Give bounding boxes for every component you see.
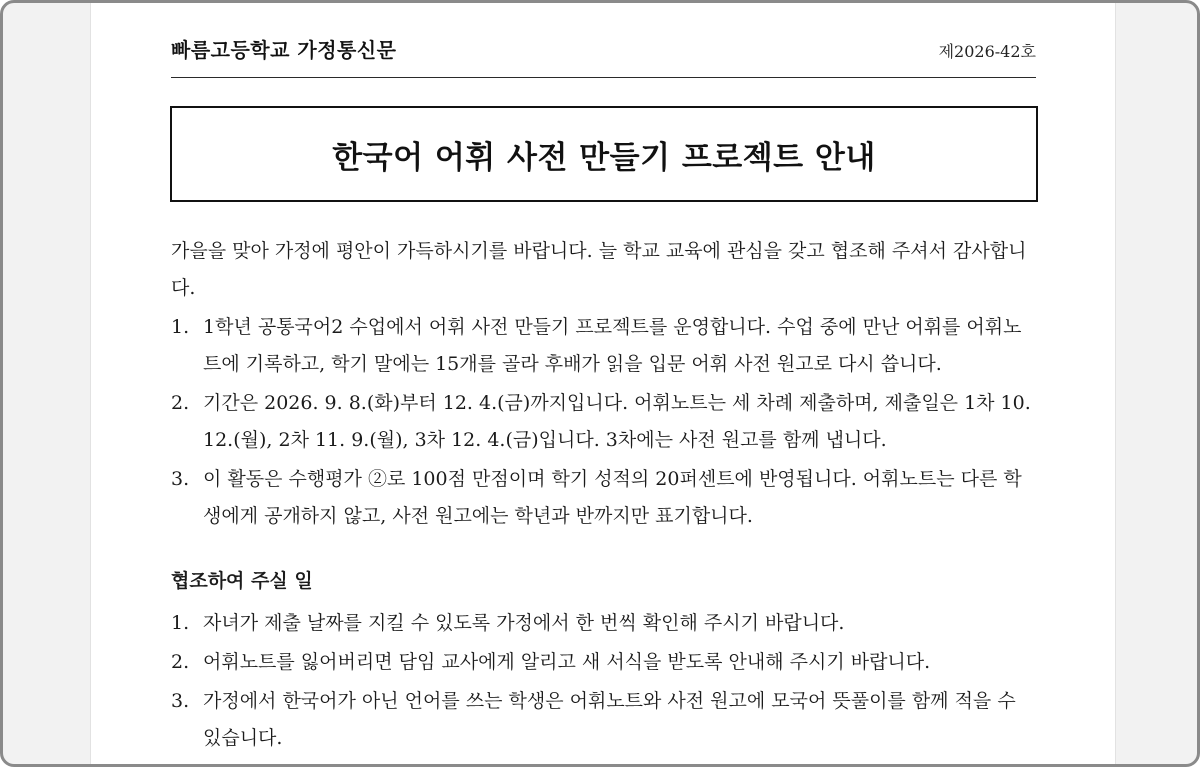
list-number: 2. [171, 651, 190, 673]
list-number: 3. [171, 690, 190, 712]
document-title: 한국어 어휘 사전 만들기 프로젝트 안내 [332, 139, 876, 176]
intro-paragraph: 가을을 맞아 가정에 평안이 가득하시기를 바랍니다. 늘 학교 교육에 관심을 갖고 협조해 주셔서 감사합니다. [171, 240, 1027, 299]
list-item-text: 가정에서 한국어가 아닌 언어를 쓰는 학생은 어휘노트와 사전 원고에 모국어 뜻풀이를 함께 적을 수 있습니다. [203, 690, 1016, 749]
cooperation-heading: 협조하여 주실 일 [171, 570, 313, 592]
list-number: 1. [171, 316, 190, 338]
school-name: 빠름고등학교 가정통신문 [171, 38, 397, 62]
issue-number: 제2026-42호 [938, 42, 1036, 61]
list-item-text: 기간은 2026. 9. 8.(화)부터 12. 4.(금)까지입니다. 어휘노트는 세 차례 제출하며, 제출일은 1차 10. 12.(월), 2차 11. 9.(월), 3차 12. 4.(금)입니다. 3차에는 사전 원고를 함께 냅니다. [203, 392, 1031, 451]
list-item [171, 385, 1031, 459]
list-item [171, 309, 1031, 383]
list-item-text: 이 활동은 수행평가 ②로 100점 만점이며 학기 성적의 20퍼센트에 반영됩니다. 어휘노트는 다른 학생에게 공개하지 않고, 사전 원고에는 학년과 반까지만 표기합니다. [203, 468, 1022, 527]
list-item [171, 605, 1031, 642]
title-box [170, 106, 1038, 202]
newsletter-header [171, 34, 1036, 63]
header-divider [171, 77, 1036, 78]
list-item-text: 자녀가 제출 날짜를 지킬 수 있도록 가정에서 한 번씩 확인해 주시기 바랍니다. [203, 612, 845, 634]
list-number: 1. [171, 612, 190, 634]
list-number: 2. [171, 392, 190, 414]
list-item [171, 683, 1031, 757]
list-item [171, 461, 1031, 535]
list-number: 3. [171, 468, 190, 490]
document-page [90, 1, 1116, 767]
notice-list [171, 309, 1031, 535]
document-body [171, 233, 1031, 757]
list-item-text: 1학년 공통국어2 수업에서 어휘 사전 만들기 프로젝트를 운영합니다. 수업 중에 만난 어휘를 어휘노트에 기록하고, 학기 말에는 15개를 골라 후배가 읽을 입문 어휘 사전 원고로 다시 씁니다. [203, 316, 1022, 375]
list-item [171, 644, 1031, 681]
list-item-text: 어휘노트를 잃어버리면 담임 교사에게 알리고 새 서식을 받도록 안내해 주시기 바랍니다. [203, 651, 931, 673]
cooperation-list [171, 605, 1031, 757]
